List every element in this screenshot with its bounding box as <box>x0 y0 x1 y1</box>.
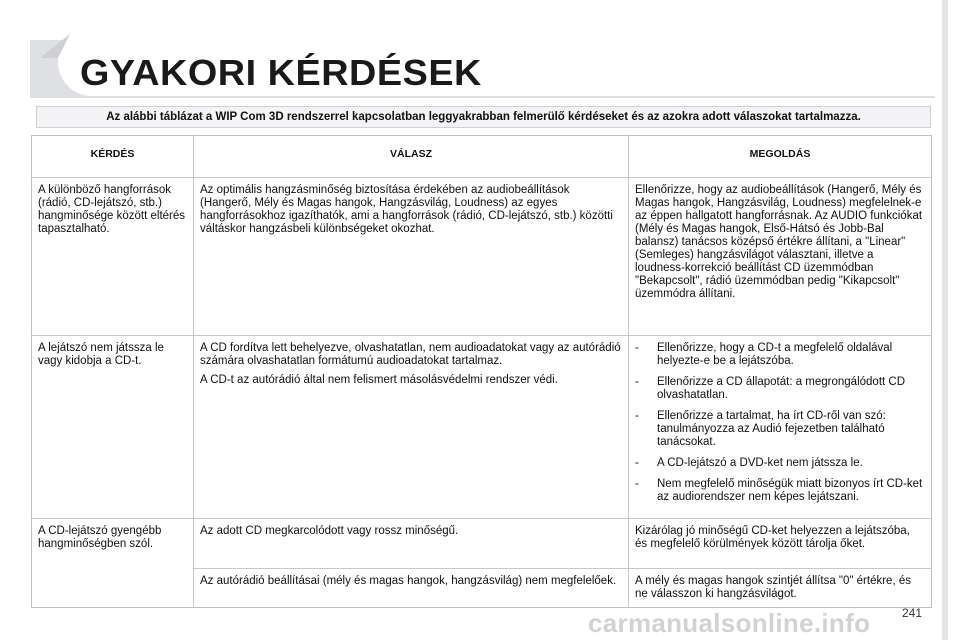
solution-item <box>635 342 925 368</box>
answer-paragraph: A CD-t az autórádió által nem felismert másolásvédelmi rendszer védi. <box>200 374 558 386</box>
table-row <box>32 336 932 519</box>
dash-bullet: - <box>635 376 639 388</box>
page-title: GYAKORI KÉRDÉSEK <box>80 52 482 93</box>
page-edge-rule <box>942 0 948 640</box>
solution-cell: Kizárólag jó minőségű CD-ket helyezzen a lejátszóba, és megfelelő körülmények között tárolja őket. <box>629 519 932 569</box>
dash-bullet: - <box>635 410 639 422</box>
header-answer: VÁLASZ <box>194 136 629 178</box>
table-row <box>32 569 932 608</box>
answer-paragraph: Az adott CD megkarcolódott vagy rossz minőségű. <box>200 525 459 537</box>
solution-list <box>635 342 925 504</box>
header-solution: MEGOLDÁS <box>629 136 932 178</box>
faq-table <box>31 135 932 608</box>
dash-bullet: - <box>635 478 639 490</box>
table-header-row <box>32 136 932 178</box>
question-cell: A különböző hangforrások (rádió, CD-lejátszó, stb.) hangminősége között eltérés tapasztalható. <box>32 178 194 336</box>
dash-bullet: - <box>635 457 639 469</box>
solution-cell: A mély és magas hangok szintjét állítsa "0" értékre, és ne válasszon ki hangzásvilágot. <box>629 569 932 608</box>
header-question: KÉRDÉS <box>32 136 194 178</box>
watermark: carmanualsonline.info <box>588 608 871 638</box>
answer-cell <box>194 519 629 569</box>
solution-item <box>635 410 925 449</box>
question-cell: A CD-lejátszó gyengébb hangminőségben szól. <box>32 519 194 569</box>
answer-cell <box>194 178 629 336</box>
answer-paragraph: Az autórádió beállításai (mély és magas hangok, hangzásvilág) nem megfelelőek. <box>200 575 617 587</box>
solution-item <box>635 478 925 504</box>
dash-bullet: - <box>635 342 639 354</box>
solution-item-text: Ellenőrizze a CD állapotát: a megrongálódott CD olvashatatlan. <box>657 376 906 401</box>
intro-text: Az alábbi táblázat a WIP Com 3D rendszerrel kapcsolatban leggyakrabban felmerülő kérdéseket és az azokra adott válaszokat tartalmazza. <box>36 106 931 128</box>
table-row <box>32 519 932 569</box>
answer-cell <box>194 569 629 608</box>
solution-item <box>635 457 925 470</box>
solution-item-text: Nem megfelelő minőségük miatt bizonyos írt CD-ket az audiorendszer nem képes lejátszani. <box>657 478 923 503</box>
question-cell: A lejátszó nem játssza le vagy kidobja a CD-t. <box>32 336 194 519</box>
solution-item-text: Ellenőrizze, hogy a CD-t a megfelelő oldalával helyezte-e be a lejátszóba. <box>657 342 893 367</box>
page-number: 241 <box>902 606 923 620</box>
answer-paragraph: A CD fordítva lett behelyezve, olvashatatlan, nem audioadatokat vagy az autórádió számára olvashatatlan formátumú audioadatokat tartalmaz. <box>200 342 621 367</box>
answer-paragraph: Az optimális hangzásminőség biztosítása érdekében az audiobeállítások (Hangerő, Mély és Magas hangok, Hangzásvilág, Loudness) az egyes hangforrásokhoz igazíthatók, ami a hangforrások (rádió, CD-lejátszó, stb.) közötti váltáskor hangzásbeli különbségeket okozhat. <box>200 184 613 235</box>
solution-item <box>635 376 925 402</box>
question-cell <box>32 569 194 608</box>
solution-item-text: Ellenőrizze a tartalmat, ha írt CD-ről van szó: tanulmányozza az Audió fejezetben található tanácsokat. <box>657 410 886 448</box>
solution-item-text: A CD-lejátszó a DVD-ket nem játssza le. <box>657 457 863 469</box>
answer-cell <box>194 336 629 519</box>
solution-cell: Ellenőrizze, hogy az audiobeállítások (Hangerő, Mély és Magas hangok, Hangzásvilág, Loudness) megfelelnek-e az éppen hallgatott hangforrásnak. Az AUDIO funkciókat (Mély és Magas hangok, Első-Hátsó és Jobb-Bal balansz) tanácsos középső értékre állítani, a "Linear" (Semleges) hangzásvilágot választani, illetve a loudness-korrekció beállítást CD üzemmódban "Bekapcsolt", rádió üzemmódban pedig "Kikapcsolt" üzemmódra állítani. <box>635 184 923 300</box>
table-row <box>32 178 932 336</box>
solution-cell <box>629 336 932 519</box>
